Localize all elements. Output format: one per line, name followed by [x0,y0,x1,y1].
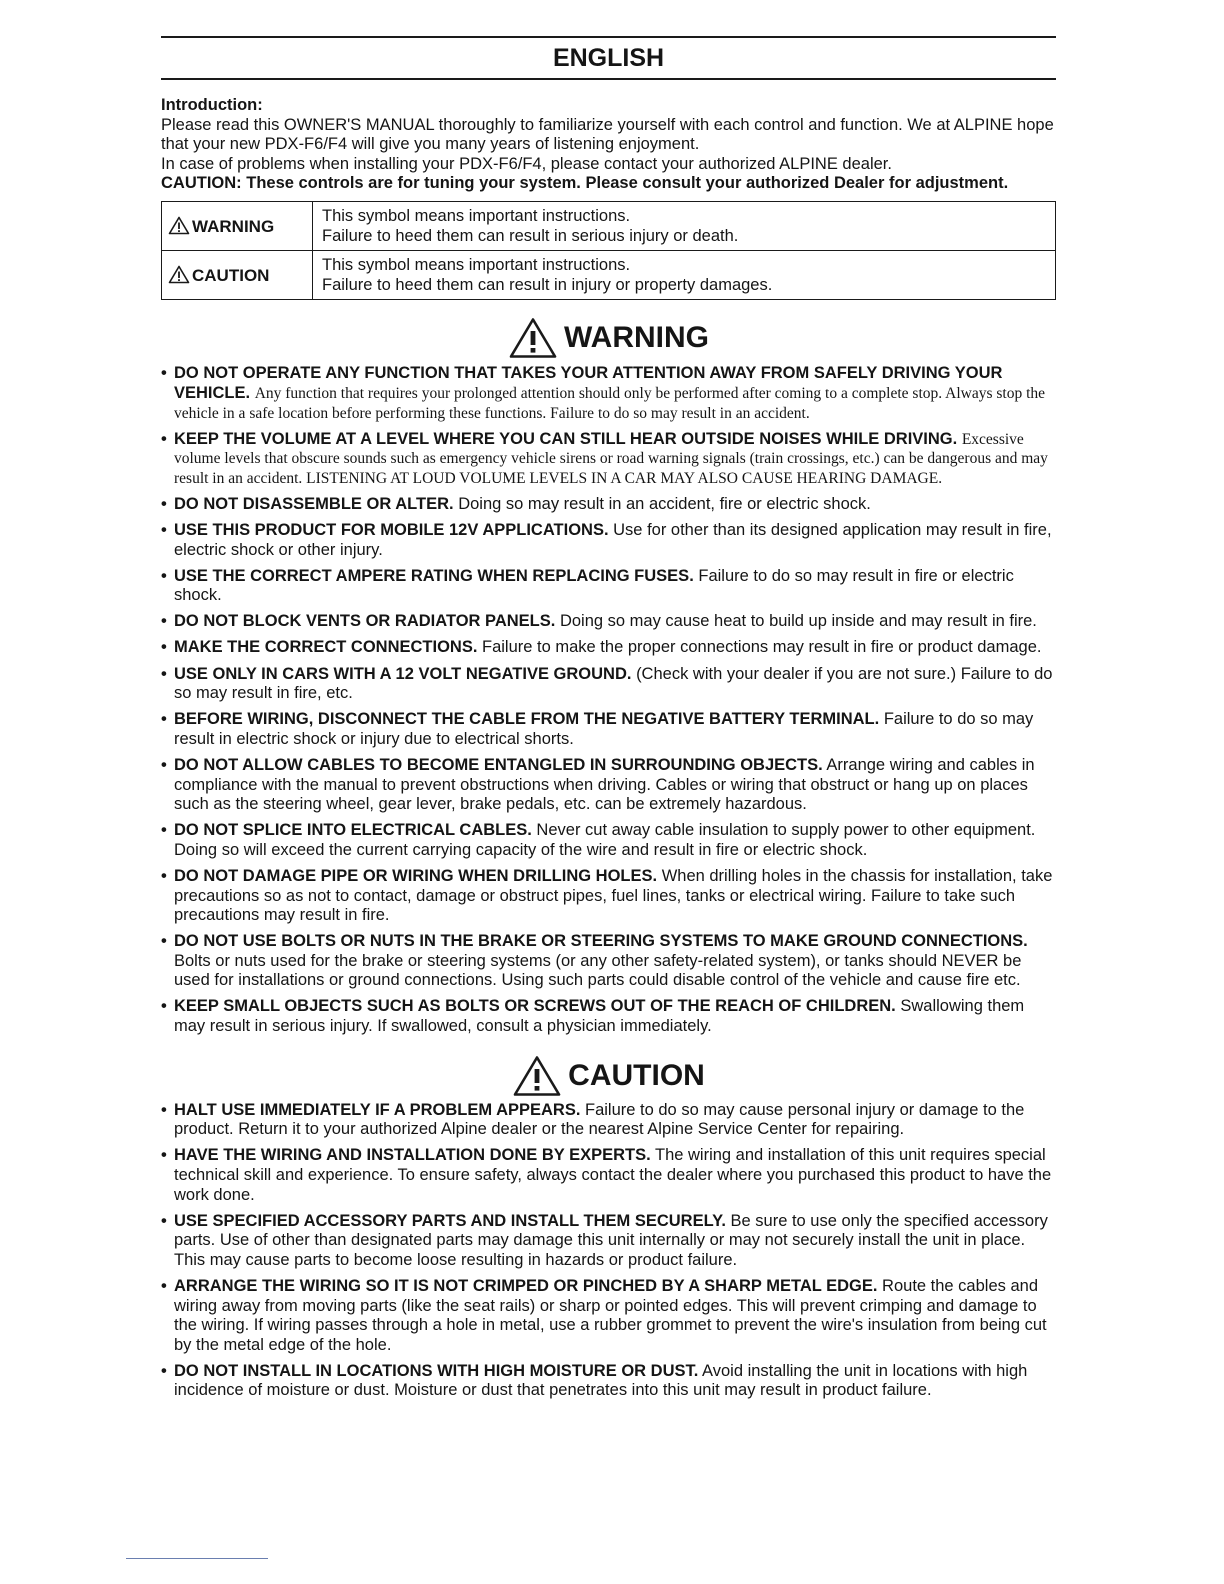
warning-item [161,495,1056,515]
warning-item [161,567,1056,606]
warning-item [161,710,1056,749]
caution-item [161,1212,1056,1271]
introduction [161,96,1056,194]
intro-problems: In case of problems when installing your PDX-F6/F4, please contact your authorized ALPINE dealer. [161,154,892,173]
item-body: Be sure to use only the specified accessory parts. Use of other than designated parts may damage this unit internally or may not securely install the unit in place. This may cause parts to become loose resulting in hazards or product failure. [174,1211,1048,1269]
symbol-label: WARNING [192,216,275,236]
symbol-line: Failure to heed them can result in serious injury or death. [322,226,739,245]
warning-heading [161,312,1056,364]
warning-triangle-icon [168,216,190,235]
symbol-description [313,201,1056,250]
item-heading: KEEP THE VOLUME AT A LEVEL WHERE YOU CAN STILL HEAR OUTSIDE NOISES WHILE DRIVING. [174,429,958,448]
caution-heading [161,1051,1056,1101]
caution-list [161,1101,1056,1401]
warning-list [161,364,1056,1036]
item-heading: ARRANGE THE WIRING SO IT IS NOT CRIMPED OR PINCHED BY A SHARP METAL EDGE. [174,1276,878,1295]
warning-item [161,364,1056,423]
symbol-table [161,201,1056,300]
item-body: Bolts or nuts used for the brake or steering systems (or any other safety-related system), or tanks should NEVER be used for installations or ground connections. Using such parts could disable control of the vehicle and cause fire etc. [174,951,1022,990]
warning-item [161,867,1056,926]
intro-caution: CAUTION: These controls are for tuning your system. Please consult your authorized Dealer for adjustment. [161,174,1009,193]
item-heading: USE THE CORRECT AMPERE RATING WHEN REPLACING FUSES. [174,566,694,585]
item-heading: DO NOT BLOCK VENTS OR RADIATOR PANELS. [174,612,556,631]
intro-paragraph: Please read this OWNER'S MANUAL thoroughly to familiarize yourself with each control and function. We at ALPINE hope that your new PDX-F6/F4 will give you many years of listening enjoyment. [161,115,1054,154]
caution-triangle-icon [512,1055,562,1097]
footer-mark [126,1558,268,1559]
symbol-line: This symbol means important instructions. [322,256,631,275]
warning-title: WARNING [564,321,709,355]
item-heading: USE ONLY IN CARS WITH A 12 VOLT NEGATIVE GROUND. [174,664,632,683]
symbol-line: Failure to heed them can result in injury or property damages. [322,275,773,294]
warning-item [161,665,1056,704]
symbol-description [313,251,1056,300]
warning-triangle-icon [508,317,558,359]
item-heading: DO NOT ALLOW CABLES TO BECOME ENTANGLED IN SURROUNDING OBJECTS. [174,755,823,774]
warning-item [161,612,1056,632]
caution-item [161,1277,1056,1355]
warning-item [161,932,1056,991]
item-heading: HAVE THE WIRING AND INSTALLATION DONE BY EXPERTS. [174,1146,651,1165]
item-heading: BEFORE WIRING, DISCONNECT THE CABLE FROM THE NEGATIVE BATTERY TERMINAL. [174,710,880,729]
caution-title: CAUTION [568,1058,705,1092]
warning-item [161,997,1056,1036]
item-body: Failure to do so may cause personal injury or damage to the product. Return it to your authorized Alpine dealer or the nearest Alpine Service Center for repairing. [174,1100,1025,1139]
caution-triangle-icon [168,265,190,284]
warning-item [161,430,1056,489]
warning-item [161,521,1056,560]
warning-item [161,756,1056,815]
item-body: When drilling holes in the chassis for installation, take precautions so as not to contact, damage or obstruct pipes, fuel lines, tanks or electrical wiring. Failure to take such precautions may result in fire. [174,866,1053,925]
item-body: Failure to make the proper connections may result in fire or product damage. [482,638,1042,657]
warning-item [161,638,1056,658]
item-body: Doing so may cause heat to build up inside and may result in fire. [559,612,1037,631]
item-body: (Check with your dealer if you are not sure.) Failure to do so may result in fire, etc. [174,664,1053,703]
intro-label: Introduction: [161,96,263,114]
symbol-label: CAUTION [192,265,270,285]
item-body: Avoid installing the unit in locations with high incidence of moisture or dust. Moisture or dust that penetrates into this unit may result in product failure. [174,1361,1028,1400]
item-heading: USE THIS PRODUCT FOR MOBILE 12V APPLICATIONS. [174,521,609,539]
symbol-row-caution [162,251,1056,300]
item-heading: DO NOT DISASSEMBLE OR ALTER. [174,494,454,513]
manual-page [161,36,1056,1407]
item-body: Failure to do so may result in fire or electric shock. [174,566,1014,605]
item-body: Failure to do so may result in electric shock or injury due to electrical shorts. [174,710,1034,748]
symbol-row-warning [162,201,1056,250]
item-heading: DO NOT DAMAGE PIPE OR WIRING WHEN DRILLING HOLES. [174,866,658,885]
item-heading: KEEP SMALL OBJECTS SUCH AS BOLTS OR SCREWS OUT OF THE REACH OF CHILDREN. [174,997,896,1016]
item-body: Use for other than its designed application may result in fire, electric shock or other injury. [174,521,1052,559]
item-body: Excessive volume levels that obscure sounds such as emergency vehicle sirens or road warning signals (train crossings, etc.) can be dangerous and may result in an accident. LISTENING AT LOUD VOLUME LEVELS IN A CAR MAY ALSO CAUSE HEARING DAMAGE. [174,430,1048,487]
symbol-cell [162,201,313,250]
caution-item [161,1362,1056,1401]
item-body: Doing so may result in an accident, fire or electric shock. [458,494,871,513]
heading-rule [161,78,1056,80]
item-heading: USE SPECIFIED ACCESSORY PARTS AND INSTALL THEM SECURELY. [174,1211,726,1230]
caution-item [161,1146,1056,1205]
item-body: Swallowing them may result in serious injury. If swallowed, consult a physician immediately. [174,997,1025,1036]
item-heading: DO NOT SPLICE INTO ELECTRICAL CABLES. [174,821,532,840]
language-heading: ENGLISH [552,44,665,72]
symbol-line: This symbol means important instructions. [322,206,631,225]
top-rule [161,36,1056,38]
item-body: Route the cables and wiring away from moving parts (like the seat rails) or sharp or pointed edges. This will prevent crimping and damage to the wiring. If wiring passes through a hole in metal, use a rubber grommet to prevent the wire's insulation from being cut by the metal edge of the hole. [174,1276,1047,1354]
item-body: Any function that requires your prolonged attention should only be performed after coming to a complete stop. Always stop the vehicle in a safe location before performing these functions. Failure to do so may result in an accident. [174,384,1046,422]
item-heading: DO NOT USE BOLTS OR NUTS IN THE BRAKE OR STEERING SYSTEMS TO MAKE GROUND CONNECTIONS. [174,932,1028,951]
symbol-cell [162,251,313,300]
item-heading: MAKE THE CORRECT CONNECTIONS. [174,638,478,657]
item-body: The wiring and installation of this unit requires special technical skill and experience. To ensure safety, always contact the dealer where you purchased this product to have the work done. [174,1146,1052,1204]
warning-item [161,821,1056,860]
item-body: Arrange wiring and cables in compliance with the manual to prevent obstructions when driving. Cables or wiring that obstruct or hang up on places such as the steering wheel, gear lever, brake pedals, etc. can be extremely hazardous. [174,755,1035,814]
item-body: Never cut away cable insulation to supply power to other equipment. Doing so will exceed the current carrying capacity of the wire and result in fire or electric shock. [174,821,1036,859]
caution-item [161,1101,1056,1140]
item-heading: HALT USE IMMEDIATELY IF A PROBLEM APPEARS. [174,1100,581,1119]
item-heading: DO NOT INSTALL IN LOCATIONS WITH HIGH MOISTURE OR DUST. [174,1361,699,1380]
item-heading: DO NOT OPERATE ANY FUNCTION THAT TAKES YOUR ATTENTION AWAY FROM SAFELY DRIVING YOUR VEHICLE. [174,364,1003,402]
